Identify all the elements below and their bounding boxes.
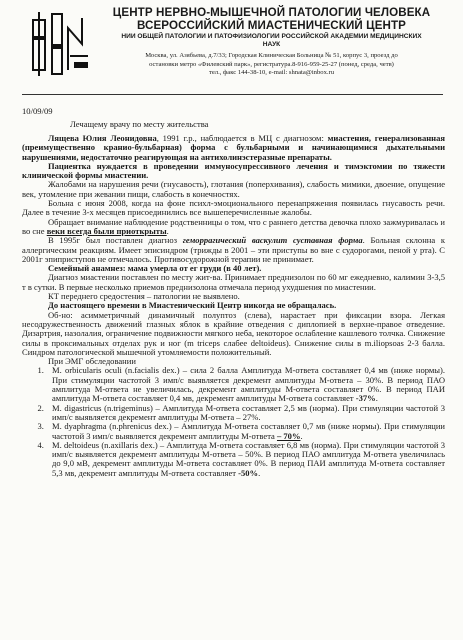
header-divider bbox=[22, 94, 443, 95]
address-line-1: Москва, ул. Азябьева, д.7/33; Городская Клиническая Больница № 51, корпус 3, проезд до bbox=[145, 52, 398, 59]
childhood-end: . bbox=[166, 225, 169, 236]
emg-tail: . bbox=[375, 393, 378, 404]
patient-name: Лящева Юлия Леонидовна bbox=[48, 133, 157, 143]
first-visit-note: До настоящего времени в Миастенический Центр никогда не обращалась. bbox=[48, 300, 337, 311]
emg-intro: При ЭМГ обследовании bbox=[48, 356, 136, 367]
letterhead bbox=[22, 0, 443, 95]
list-item bbox=[46, 422, 445, 441]
letterhead-text bbox=[100, 6, 443, 78]
current-treatment: Диагноз миастении поставлен по месту жит-ва. Принимает преднизолон по 60 мг ежедневно, калимин 3-3,5 т в сутки. В первые несколько приемов преднизолона отмечала период ухудшения по миастении. bbox=[22, 272, 445, 292]
emg-value: -50% bbox=[238, 467, 259, 478]
emg-list bbox=[22, 366, 445, 478]
list-item bbox=[46, 404, 445, 423]
center-logo-icon bbox=[30, 10, 92, 78]
emg-tail: . bbox=[300, 430, 303, 441]
complaints-paragraph: Жалобами на нарушения речи (гнусавость), глотания (поперхивания), слабость мимики, двоение, опущение век, утомление при жевании пищи, слабость в конечностях. bbox=[22, 179, 445, 199]
history-diagnosis: геморрагический васкулит суставная форма bbox=[182, 235, 363, 246]
emg-value: – 70% bbox=[276, 430, 301, 441]
emg-text: M. dyaphragma (n.phrenicus dex.) – Амплитуда М-ответа составляет 0,7 мв (ниже нормы). При стимуляции частотой 3 имп/с выявляется декремент амплитуды М-ответа bbox=[52, 421, 445, 441]
center-name: ЦЕНТР НЕРВНО-МЫШЕЧНОЙ ПАТОЛОГИИ ЧЕЛОВЕКА bbox=[112, 6, 431, 19]
ct-result: КТ переднего средостения – патологии не выявлено. bbox=[48, 291, 240, 302]
diagnosis-text: миастения, генерализованная (преимущественно кранио-бульбарная) форма с бульбарными и начинающимися дыхательными нарушениями, недостаточно реагирующая на антихолинэстеразные препараты. bbox=[22, 133, 445, 162]
institute-name: НИИ ОБЩЕЙ ПАТОЛОГИИ И ПАТОФИЗИОЛОГИИ РОССИЙСКОЙ АКАДЕМИИ МЕДИЦИНСКИХ bbox=[121, 33, 422, 40]
institute-name-end: НАУК bbox=[262, 41, 281, 48]
letter-body bbox=[22, 134, 445, 478]
emg-text: M. digastricus (n.trigeminus) – Амплитуда М-ответа составляет 2,5 мв (норма). При стимуляции частотой 3 имп/с выявляется декремент амплитуды М-ответа – 27%. bbox=[52, 402, 445, 422]
center-subname: ВСЕРОССИЙСКИЙ МИАСТЕНИЧЕСКИЙ ЦЕНТР bbox=[136, 19, 407, 32]
list-item bbox=[46, 441, 445, 478]
exam-paragraph: Об-но: асимметричный динамичный полуптоз (слева), нарастает при фиксации взора. Легкая несодружественность движений глазных яблок в крайние отведения с диплопией в верхне-правое отведение. Дизартрия, назолалия, ограничение подвижности мягкого неба, некоторое ослабление кашлевого толчка. Снижение силы в проксимальных отделах рук и ног (m triceps слабее deltoideus). Снижение силы в m.iliopsoas 2-3 балла. Синдром патологической мышечной утомляемости положительный. bbox=[22, 309, 445, 357]
emg-tail: . bbox=[258, 467, 261, 478]
treatment-need: Пациентка нуждается в проведении иммуносупрессивного лечения и тимэктомии по тяжести клинической формы миастении. bbox=[22, 160, 445, 181]
history-text: В 1995г был поставлен диагноз bbox=[48, 235, 183, 246]
address-line-2: остановки метро «Филевский парк», регистратура.8-916-959-25-27 (понед, среда, четв) bbox=[149, 60, 394, 68]
emg-text: M. orbicularis oculi (n.facialis dex.) – сила 2 балла Амплитуда М-ответа составляет 0,4 мв (ниже нормы). При стимуляции частотой 3 имп/с выявляется декремент амплитуды М-ответа – 30%. В период ПАО амплитуда М-ответа не увеличилась, декремент амплитуды М-ответа составляет 0%. В период ПАИ амплитуда М-ответа составляет 0,4 мв, декремент амплитуды М-ответа составляет bbox=[52, 365, 445, 404]
history-paragraph bbox=[22, 236, 445, 264]
intro-text: , 1991 г.р., наблюдается в МЦ с диагнозом: bbox=[156, 133, 328, 143]
onset-paragraph: Больна с июня 2008, когда на фоне психл-эмоционального перенапряжения появилась гнусавость речи. Далее в течение 3-х месяцев присоединились все вышеперечисленные жалобы. bbox=[22, 198, 445, 218]
family-history: Семейный анамнез: мама умерла от ег груди (в 40 лет). bbox=[48, 263, 262, 274]
emg-text: M. deltoideus (n.axillaris dex.) – Амплитуда М-ответа составляет 6,8 мв (норма). При стимуляции частотой 3 имп/с выявляется декремент амплитуды М-ответа – 50%. В период ПАО амплитуда М-ответа увеличилась до 9,0 мВ, декремент амплитуды М-ответа составляет 0%. В период ПАИ амплитуда М-ответа составляет 5,3 мв, декремент амплитуды М-ответа составляет bbox=[52, 439, 445, 478]
contacts-line: тел., факс 144-38-10, e-mail: shnata@inbox.ru bbox=[208, 69, 335, 76]
emg-value: -37% bbox=[355, 393, 376, 404]
list-item bbox=[46, 366, 445, 403]
history-rest: . Больная склонна к аллергическим реакциям. Имеет эписиндром (трижды в 2001 – эти приступы во вне с судорогами, пеной у рта). С 2001г эпиприступов не отмечалось. Противосудорожной терапии не принимает. bbox=[22, 235, 446, 264]
childhood-highlight: веки всегда были приоткрыты bbox=[46, 225, 167, 236]
letter-addressee: Лечащему врачу по месту жительства bbox=[70, 119, 209, 129]
childhood-paragraph bbox=[22, 218, 445, 237]
diagnosis-paragraph bbox=[22, 134, 445, 162]
childhood-text: Обращает внимание наблюдение родственницы о том, что с раннего детства девочка плохо зажмуривалась и во сне bbox=[22, 216, 445, 236]
letter-date: 10/09/09 bbox=[22, 106, 53, 116]
